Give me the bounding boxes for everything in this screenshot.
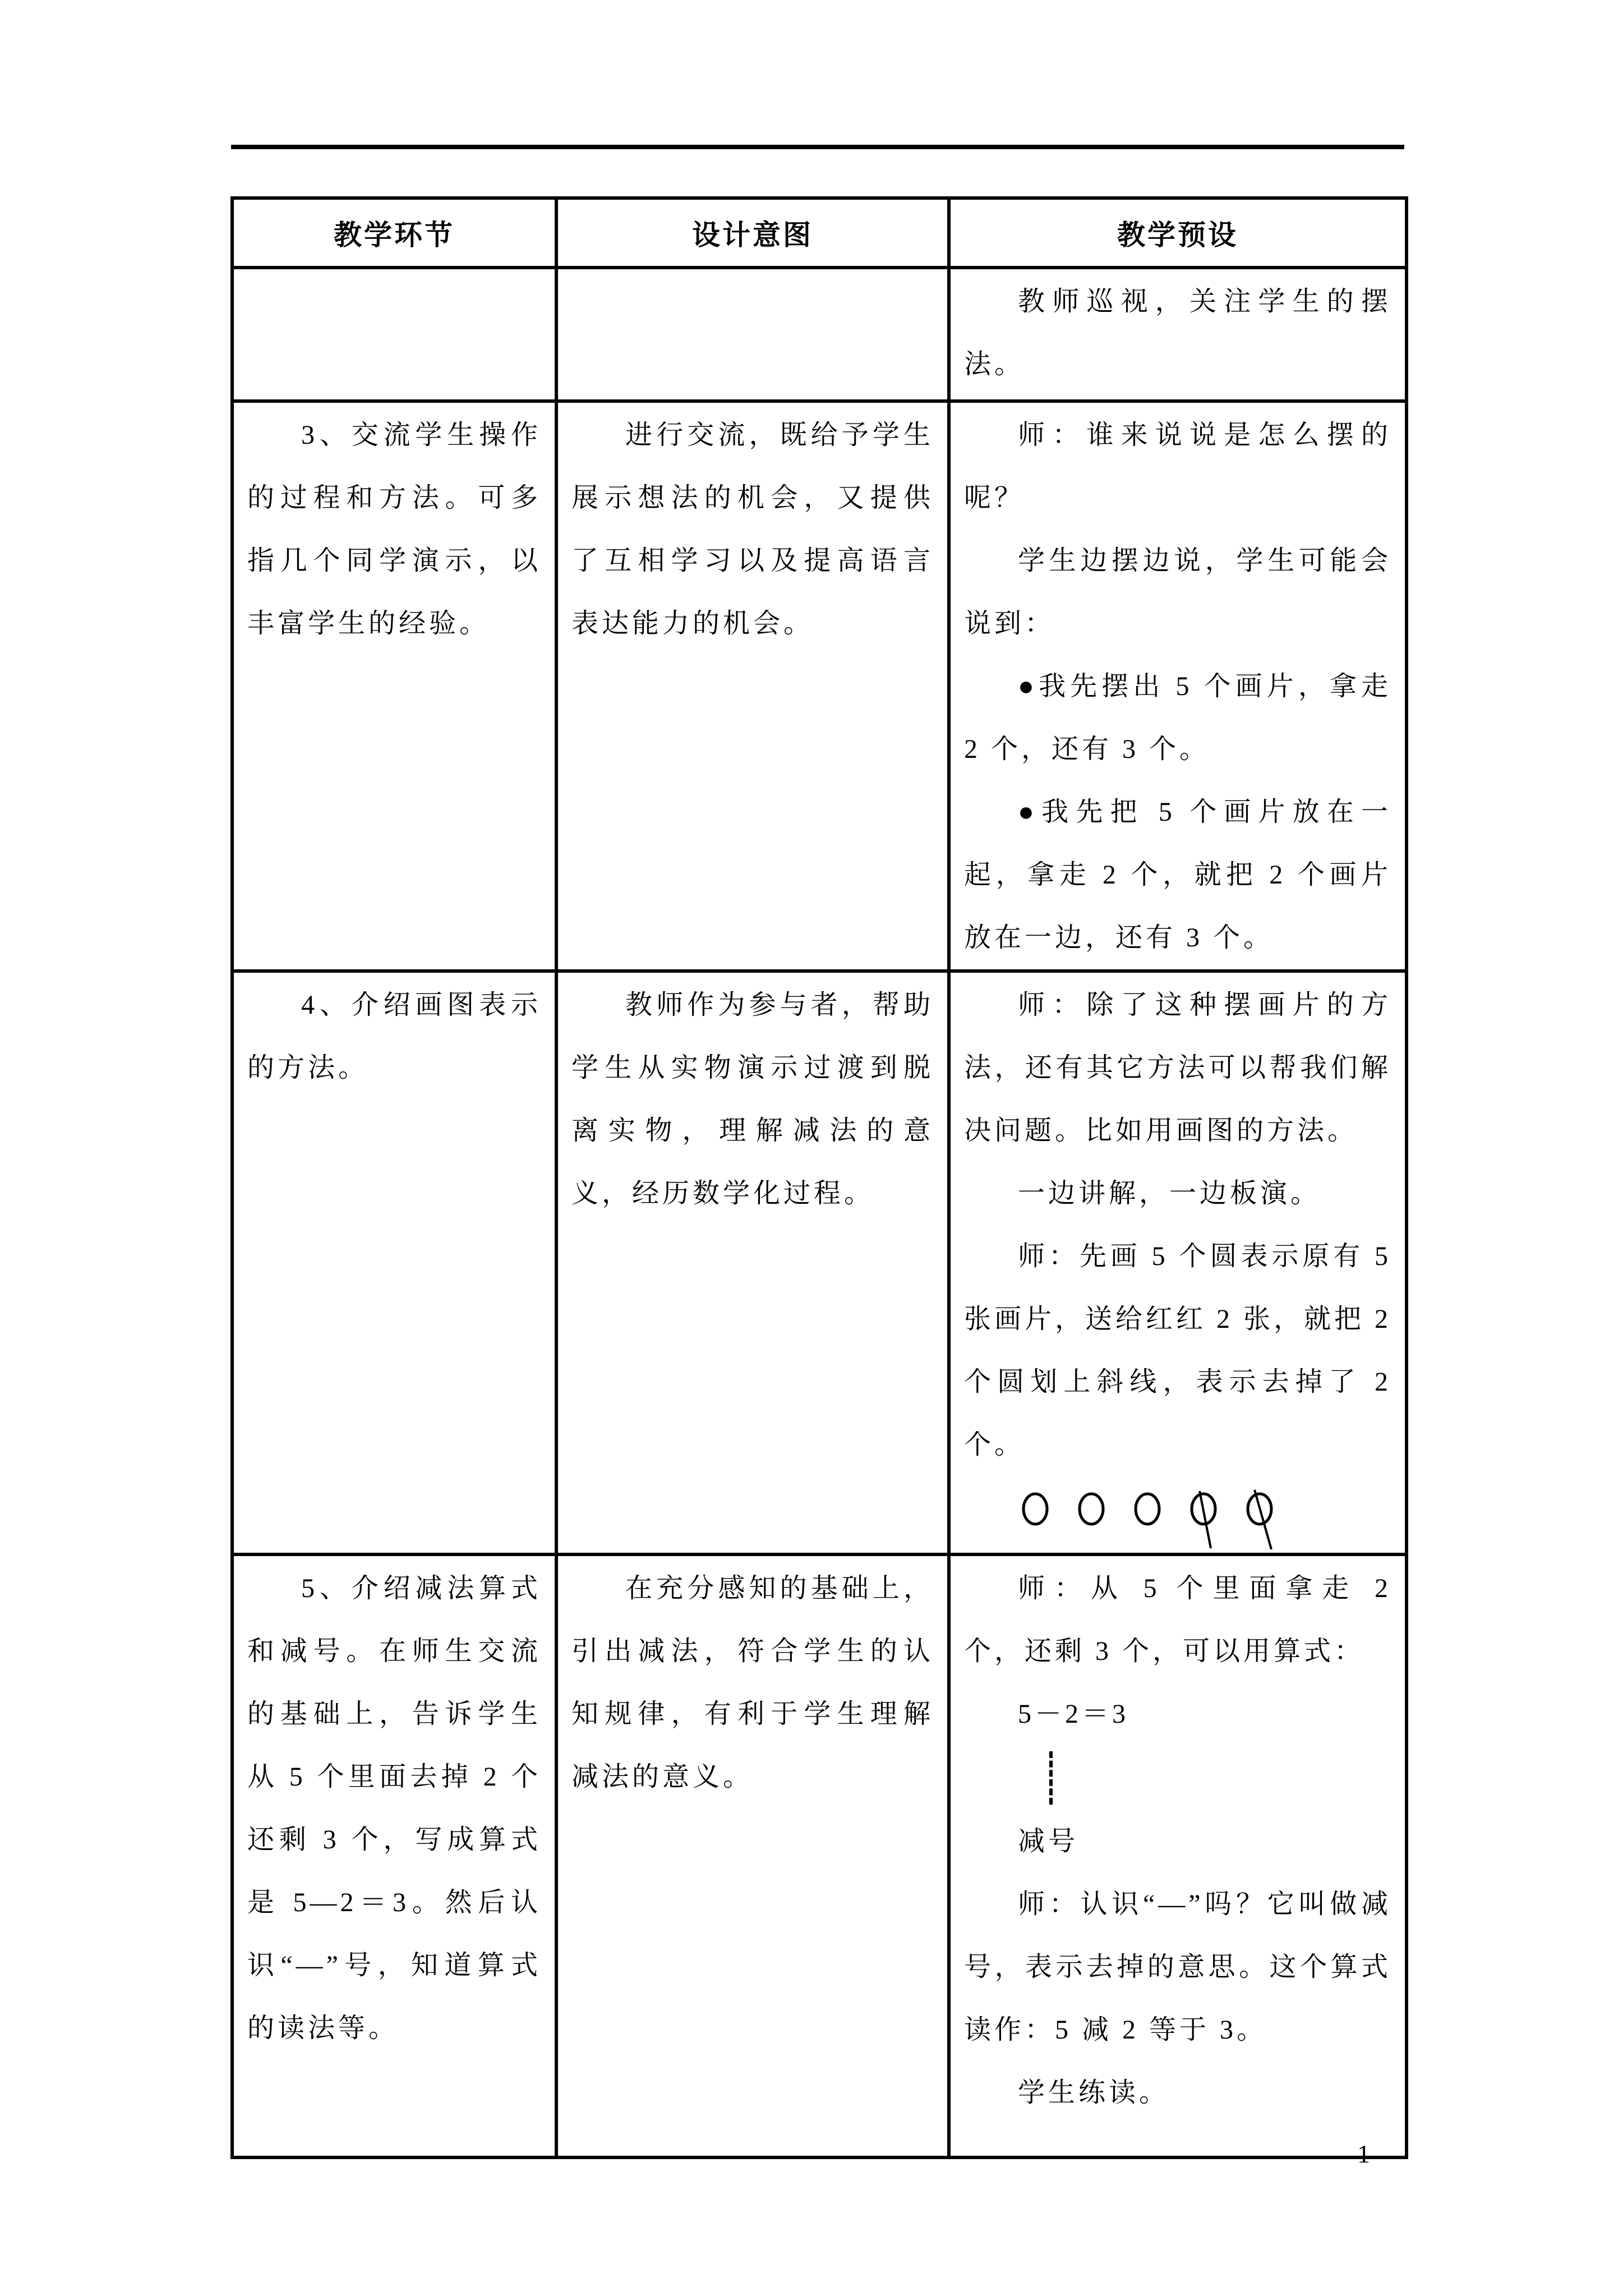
cell-teaching-step (232, 1554, 556, 2157)
table-row (232, 401, 1407, 971)
cell-design-intent (556, 971, 949, 1554)
paragraph: 在充分感知的基础上，引出减法，符合学生的认知规律，有利于学生理解减法的意义。 (571, 1573, 934, 1792)
cell-teaching-step (232, 401, 556, 971)
paragraph: 3、交流学生操作的过程和方法。可多指几个同学演示，以丰富学生的经验。 (247, 420, 541, 638)
paragraph: 进行交流，既给予学生展示想法的机会，又提供了互相学习以及提高语言表达能力的机会。 (571, 420, 934, 638)
bullet-paragraph: ●我先把 5 个画片放在一起，拿走 2 个，就把 2 个画片放在一边，还有 3 个。 (964, 797, 1391, 953)
paragraph: 教师巡视，关注学生的摆法。 (964, 287, 1391, 379)
cell-teaching-step (232, 268, 556, 401)
bullet-paragraph: ●我先摆出 5 个画片，拿走 2 个，还有 3 个。 (964, 671, 1391, 764)
table-header-row (232, 198, 1407, 268)
paragraph: 一边讲解，一边板演。 (1018, 1179, 1321, 1208)
minus-sign-label: 减号 (1018, 1826, 1079, 1856)
paragraph: 师：除了这种摆画片的方法，还有其它方法可以帮我们解决问题。比如用画图的方法。 (964, 990, 1391, 1145)
paragraph: 师：从 5 个里面拿走 2 个，还剩 3 个，可以用算式： (964, 1573, 1391, 1666)
minus-pointer-dashed-line (1049, 1751, 1053, 1805)
col-header-design-intent: 设计意图 (556, 198, 949, 268)
paragraph: 师：谁来说说是怎么摆的呢？ (964, 420, 1391, 513)
paragraph: 师：认识“—”吗？它叫做减号，表示去掉的意思。这个算式读作：5 减 2 等于 3。 (964, 1889, 1391, 2045)
cell-teaching-preset (949, 1554, 1407, 2157)
paragraph: 教师作为参与者，帮助学生从实物演示过渡到脱离实物，理解减法的意义，经历数学化过程。 (571, 990, 934, 1208)
cell-teaching-step (232, 971, 556, 1554)
cell-design-intent (556, 268, 949, 401)
paragraph: 4、介绍画图表示的方法。 (247, 990, 541, 1083)
paragraph: 学生练读。 (1018, 2078, 1170, 2108)
table-row (232, 1554, 1407, 2157)
table-row (232, 268, 1407, 401)
cell-teaching-preset (949, 401, 1407, 971)
subtraction-formula: 5－2＝3 (1018, 1699, 1129, 1729)
cross-slash-icon (1200, 1491, 1211, 1548)
col-header-teaching-step: 教学环节 (232, 198, 556, 268)
circle-icon (1136, 1494, 1159, 1524)
table-row (232, 971, 1407, 1554)
circles-diagram (1021, 1487, 1391, 1553)
circle-icon (1023, 1494, 1047, 1524)
cell-teaching-preset (949, 268, 1407, 401)
cell-design-intent (556, 1554, 949, 2157)
circle-icon (1080, 1494, 1103, 1524)
paragraph: 5、介绍减法算式和减号。在师生交流的基础上，告诉学生从 5 个里面去掉 2 个还剩 3 个，写成算式是 5—2＝3。然后认识“—”号，知道算式的读法等。 (247, 1573, 541, 2043)
lesson-plan-table (230, 196, 1408, 2159)
cell-teaching-preset (949, 971, 1407, 1554)
page-number: 1 (1357, 2139, 1370, 2168)
col-header-teaching-preset: 教学预设 (949, 198, 1407, 268)
cell-design-intent (556, 401, 949, 971)
paragraph: 学生边摆边说，学生可能会说到： (964, 546, 1391, 638)
header-rule (231, 145, 1404, 149)
paragraph: 师：先画 5 个圆表示原有 5 张画片，送给红红 2 张，就把 2 个圆划上斜线，表示去掉了 2 个。 (964, 1241, 1392, 1460)
